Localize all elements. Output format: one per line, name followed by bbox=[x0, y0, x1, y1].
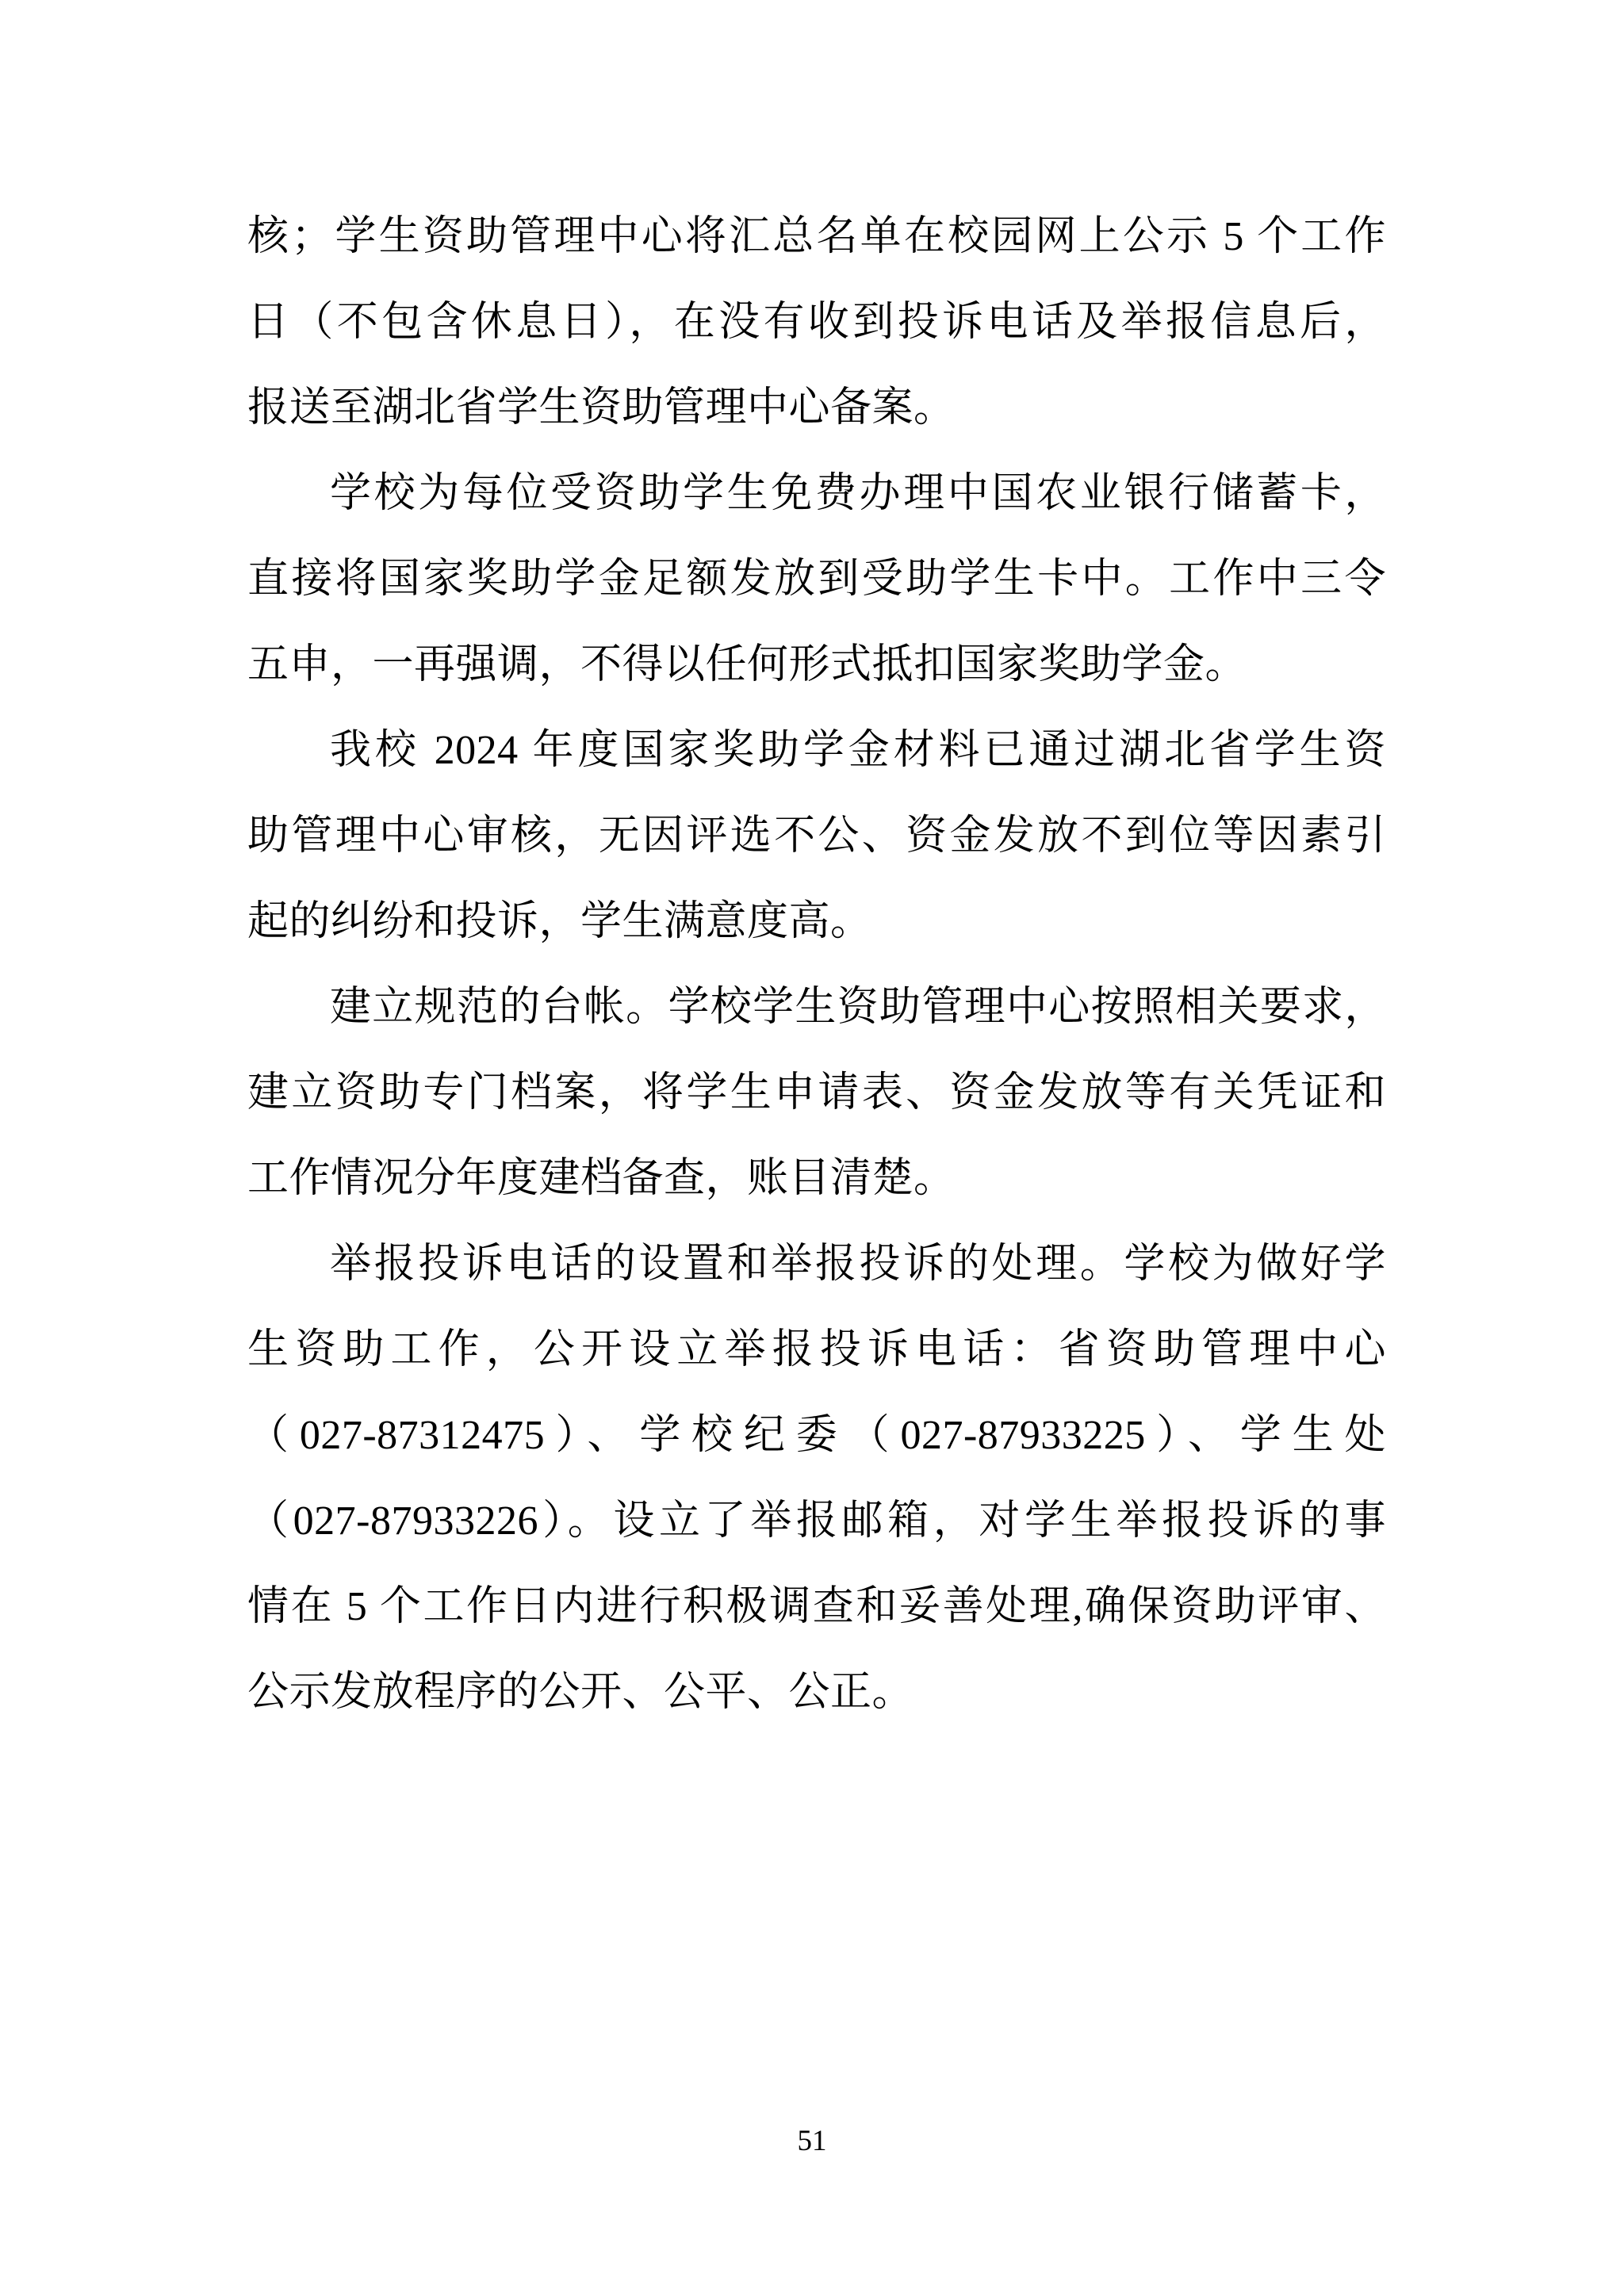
text-line: 建立资助专门档案，将学生申请表、资金发放等有关凭证和 bbox=[247, 1070, 1386, 1115]
text-line: （027-87312475）、学校纪委（027-87933225）、学生处 bbox=[247, 1413, 1386, 1458]
text-line: 我校 2024 年度国家奖助学金材料已通过湖北省学生资 bbox=[330, 728, 1386, 773]
text-line: 生资助工作，公开设立举报投诉电话：省资助管理中心 bbox=[247, 1327, 1386, 1372]
text-line: 情在 5 个工作日内进行积极调查和妥善处理,确保资助评审、 bbox=[247, 1584, 1386, 1629]
text-line: 报送至湖北省学生资助管理中心备案。 bbox=[247, 385, 956, 430]
page-footer bbox=[0, 2123, 1624, 2160]
text-line: 日（不包含休息日），在没有收到投诉电话及举报信息后， bbox=[247, 300, 1386, 345]
text-line: （027-87933226）。设立了举报邮箱，对学生举报投诉的事 bbox=[247, 1498, 1386, 1544]
text-line: 助管理中心审核，无因评选不公、资金发放不到位等因素引 bbox=[247, 813, 1386, 859]
text-line: 直接将国家奖助学金足额发放到受助学生卡中。工作中三令 bbox=[247, 557, 1386, 602]
page-number: 51 bbox=[797, 2125, 827, 2157]
text-line: 举报投诉电话的设置和举报投诉的处理。学校为做好学 bbox=[330, 1242, 1386, 1287]
text-line: 核；学生资助管理中心将汇总名单在校园网上公示 5 个工作 bbox=[247, 214, 1386, 259]
text-line: 建立规范的台帐。学校学生资助管理中心按照相关要求， bbox=[330, 985, 1386, 1030]
text-line: 公示发放程序的公开、公平、公正。 bbox=[247, 1670, 914, 1715]
text-line: 起的纠纷和投诉，学生满意度高。 bbox=[247, 899, 872, 944]
text-line: 工作情况分年度建档备查，账目清楚。 bbox=[247, 1156, 956, 1201]
text-line: 学校为每位受资助学生免费办理中国农业银行储蓄卡， bbox=[330, 471, 1386, 516]
text-line: 五申，一再强调，不得以任何形式抵扣国家奖助学金。 bbox=[247, 642, 1247, 687]
document-body bbox=[247, 194, 1386, 1735]
